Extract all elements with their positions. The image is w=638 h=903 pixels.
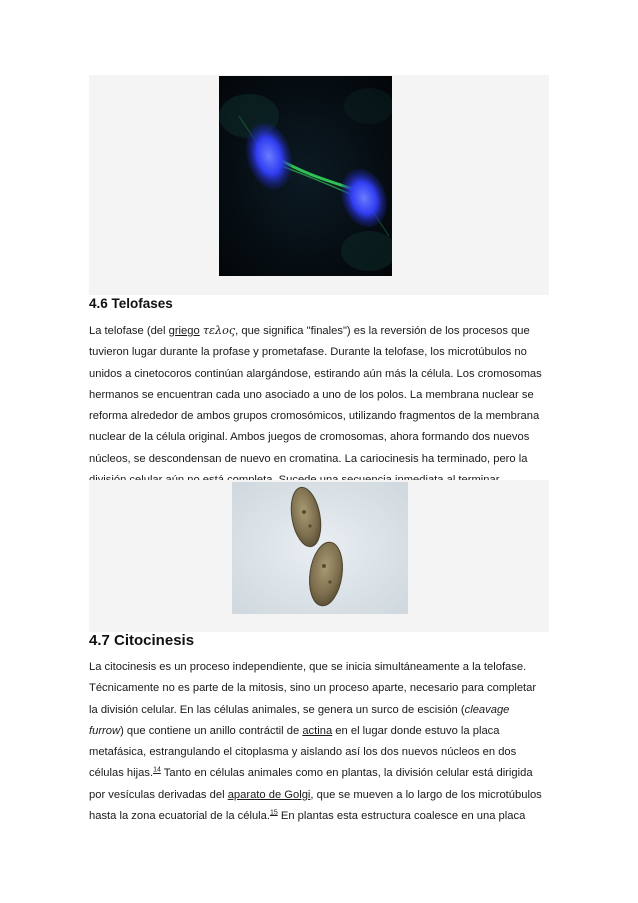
section-heading-telofases: 4.6 Telofases [89, 296, 173, 311]
footnote-ref-15[interactable]: 15 [269, 809, 278, 817]
paragraph-line [89, 763, 559, 784]
text-span: la división celular. En las células animales, se genera un surco de escisión ( [89, 703, 465, 716]
text-span: En plantas esta estructura coalesce en una placa [277, 810, 526, 823]
link-griego[interactable]: griego [168, 325, 200, 337]
paragraph-line [89, 785, 559, 806]
italic-term: furrow [89, 724, 121, 737]
text-span: células hijas. [89, 767, 154, 780]
text-span: ) que contiene un anillo contráctil de [120, 724, 303, 737]
text-span: hasta la zona ecuatorial de la célula. [89, 810, 270, 823]
greek-word: τελος [202, 324, 236, 337]
paragraph-line: metafásica, estrangulando el citoplasma y aislando así los dos nuevos núcleos en dos [89, 746, 517, 759]
text-span: , que se mueven a lo largo de los microtúbulos [310, 788, 542, 801]
italic-term: cleavage [464, 703, 510, 716]
paragraph-line: nuclear de la célula original. Ambos juegos de cromosomas, ahora formando dos nuevos [89, 431, 530, 444]
text-span: Tanto en células animales como en plantas, la división celular está dirigida [160, 767, 533, 780]
paragraph-line [89, 700, 559, 721]
paragraph-line: La citocinesis es un proceso independiente, que se inicia simultáneamente a la telofase. [89, 661, 527, 673]
paragraph-line: reforma alrededor de ambos grupos cromosómicos, utilizando fragmentos de la membrana [89, 410, 540, 423]
text-span: en el lugar donde estuvo la placa [332, 724, 500, 737]
paragraph-line [89, 806, 559, 827]
text-span: , que significa "finales") es la reversión de los procesos que [235, 325, 530, 337]
link-actina[interactable]: actina [302, 724, 333, 737]
telophase-micrograph [219, 76, 392, 276]
paragraph-line [89, 320, 559, 342]
paragraph-line: tuvieron lugar durante la profase y prometafase. Durante la telofase, los microtúbulos no [89, 346, 527, 359]
text-span: La telofase (del [89, 325, 169, 337]
paragraph-line: hermanos se encuentran cada uno asociado a uno de los polos. La membrana nuclear se [89, 388, 534, 401]
citocinesis-paragraph [89, 657, 559, 827]
footnote-ref-14[interactable]: 14 [153, 766, 161, 774]
section-heading-citocinesis: 4.7 Citocinesis [89, 632, 195, 649]
text-span: por vesículas derivadas del [89, 788, 228, 801]
paragraph-line [89, 721, 559, 742]
paragraph-line: núcleos, se descondensan de nuevo en cromatina. La cariocinesis ha terminado, pero la [89, 452, 528, 465]
paragraph-line: Técnicamente no es parte de la mitosis, sino un proceso aparte, necesario para completar [89, 682, 537, 695]
cytokinesis-micrograph [232, 482, 408, 614]
telofase-paragraph [89, 320, 559, 491]
paragraph-line: unidos a cinetocoros continúan alargándose, estirando aún más la célula. Los cromosomas [89, 367, 542, 380]
link-aparato-de-golgi[interactable]: aparato de Golgi [227, 788, 311, 801]
